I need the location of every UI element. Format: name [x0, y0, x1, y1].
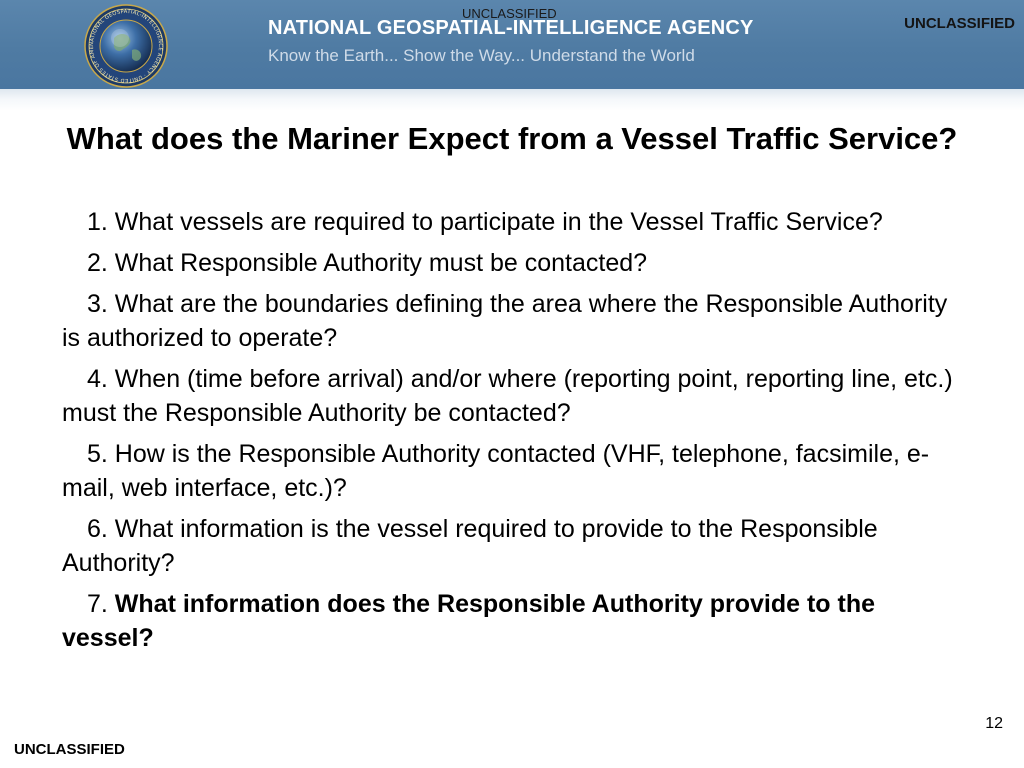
- item-text: What vessels are required to participate in the Vessel Traffic Service?: [114, 208, 883, 236]
- item-number: 6.: [87, 515, 115, 543]
- list-item: [62, 362, 962, 430]
- list-item: [62, 205, 962, 239]
- classification-marking-top-center: UNCLASSIFIED: [462, 6, 557, 21]
- item-number: 7.: [87, 590, 115, 618]
- item-text-bold: What information does the Responsible Authority provide to the vessel?: [62, 590, 876, 652]
- nga-seal-icon: [84, 4, 168, 88]
- list-item: [62, 437, 962, 505]
- slide-title: What does the Mariner Expect from a Vessel Traffic Service?: [66, 121, 958, 156]
- item-number: 5.: [87, 440, 115, 468]
- item-text: How is the Responsible Authority contacted (VHF, telephone, facsimile, e-mail, web interface, etc.)?: [62, 440, 930, 502]
- header-banner: [0, 0, 1024, 89]
- item-number: 3.: [87, 290, 115, 318]
- page-number: 12: [985, 715, 1003, 732]
- item-number: 4.: [87, 365, 115, 393]
- item-text: What information is the vessel required to provide to the Responsible Authority?: [62, 515, 878, 577]
- item-text: When (time before arrival) and/or where (reporting point, reporting line, etc.) must the Responsible Authority be contacted?: [62, 365, 953, 427]
- question-list: [62, 205, 962, 662]
- classification-marking-top-right: UNCLASSIFIED: [904, 15, 1015, 32]
- agency-name: NATIONAL GEOSPATIAL-INTELLIGENCE AGENCY: [268, 17, 754, 39]
- item-number: 2.: [87, 249, 115, 277]
- classification-marking-bottom-left: UNCLASSIFIED: [14, 741, 125, 758]
- seal-text: NATIONAL GEOSPATIAL-INTELLIGENCE AGENCY · UNITED STATES OF AME: [88, 8, 164, 84]
- list-item: [62, 246, 962, 280]
- item-text: What are the boundaries defining the area where the Responsible Authority is authorized to operate?: [62, 290, 948, 352]
- item-number: 1.: [87, 208, 115, 236]
- agency-motto: Know the Earth... Show the Way... Understand the World: [268, 46, 695, 65]
- item-text: What Responsible Authority must be contacted?: [114, 249, 648, 277]
- list-item: [62, 587, 962, 655]
- list-item: [62, 512, 962, 580]
- banner-fade: [0, 89, 1024, 111]
- list-item: [62, 287, 962, 355]
